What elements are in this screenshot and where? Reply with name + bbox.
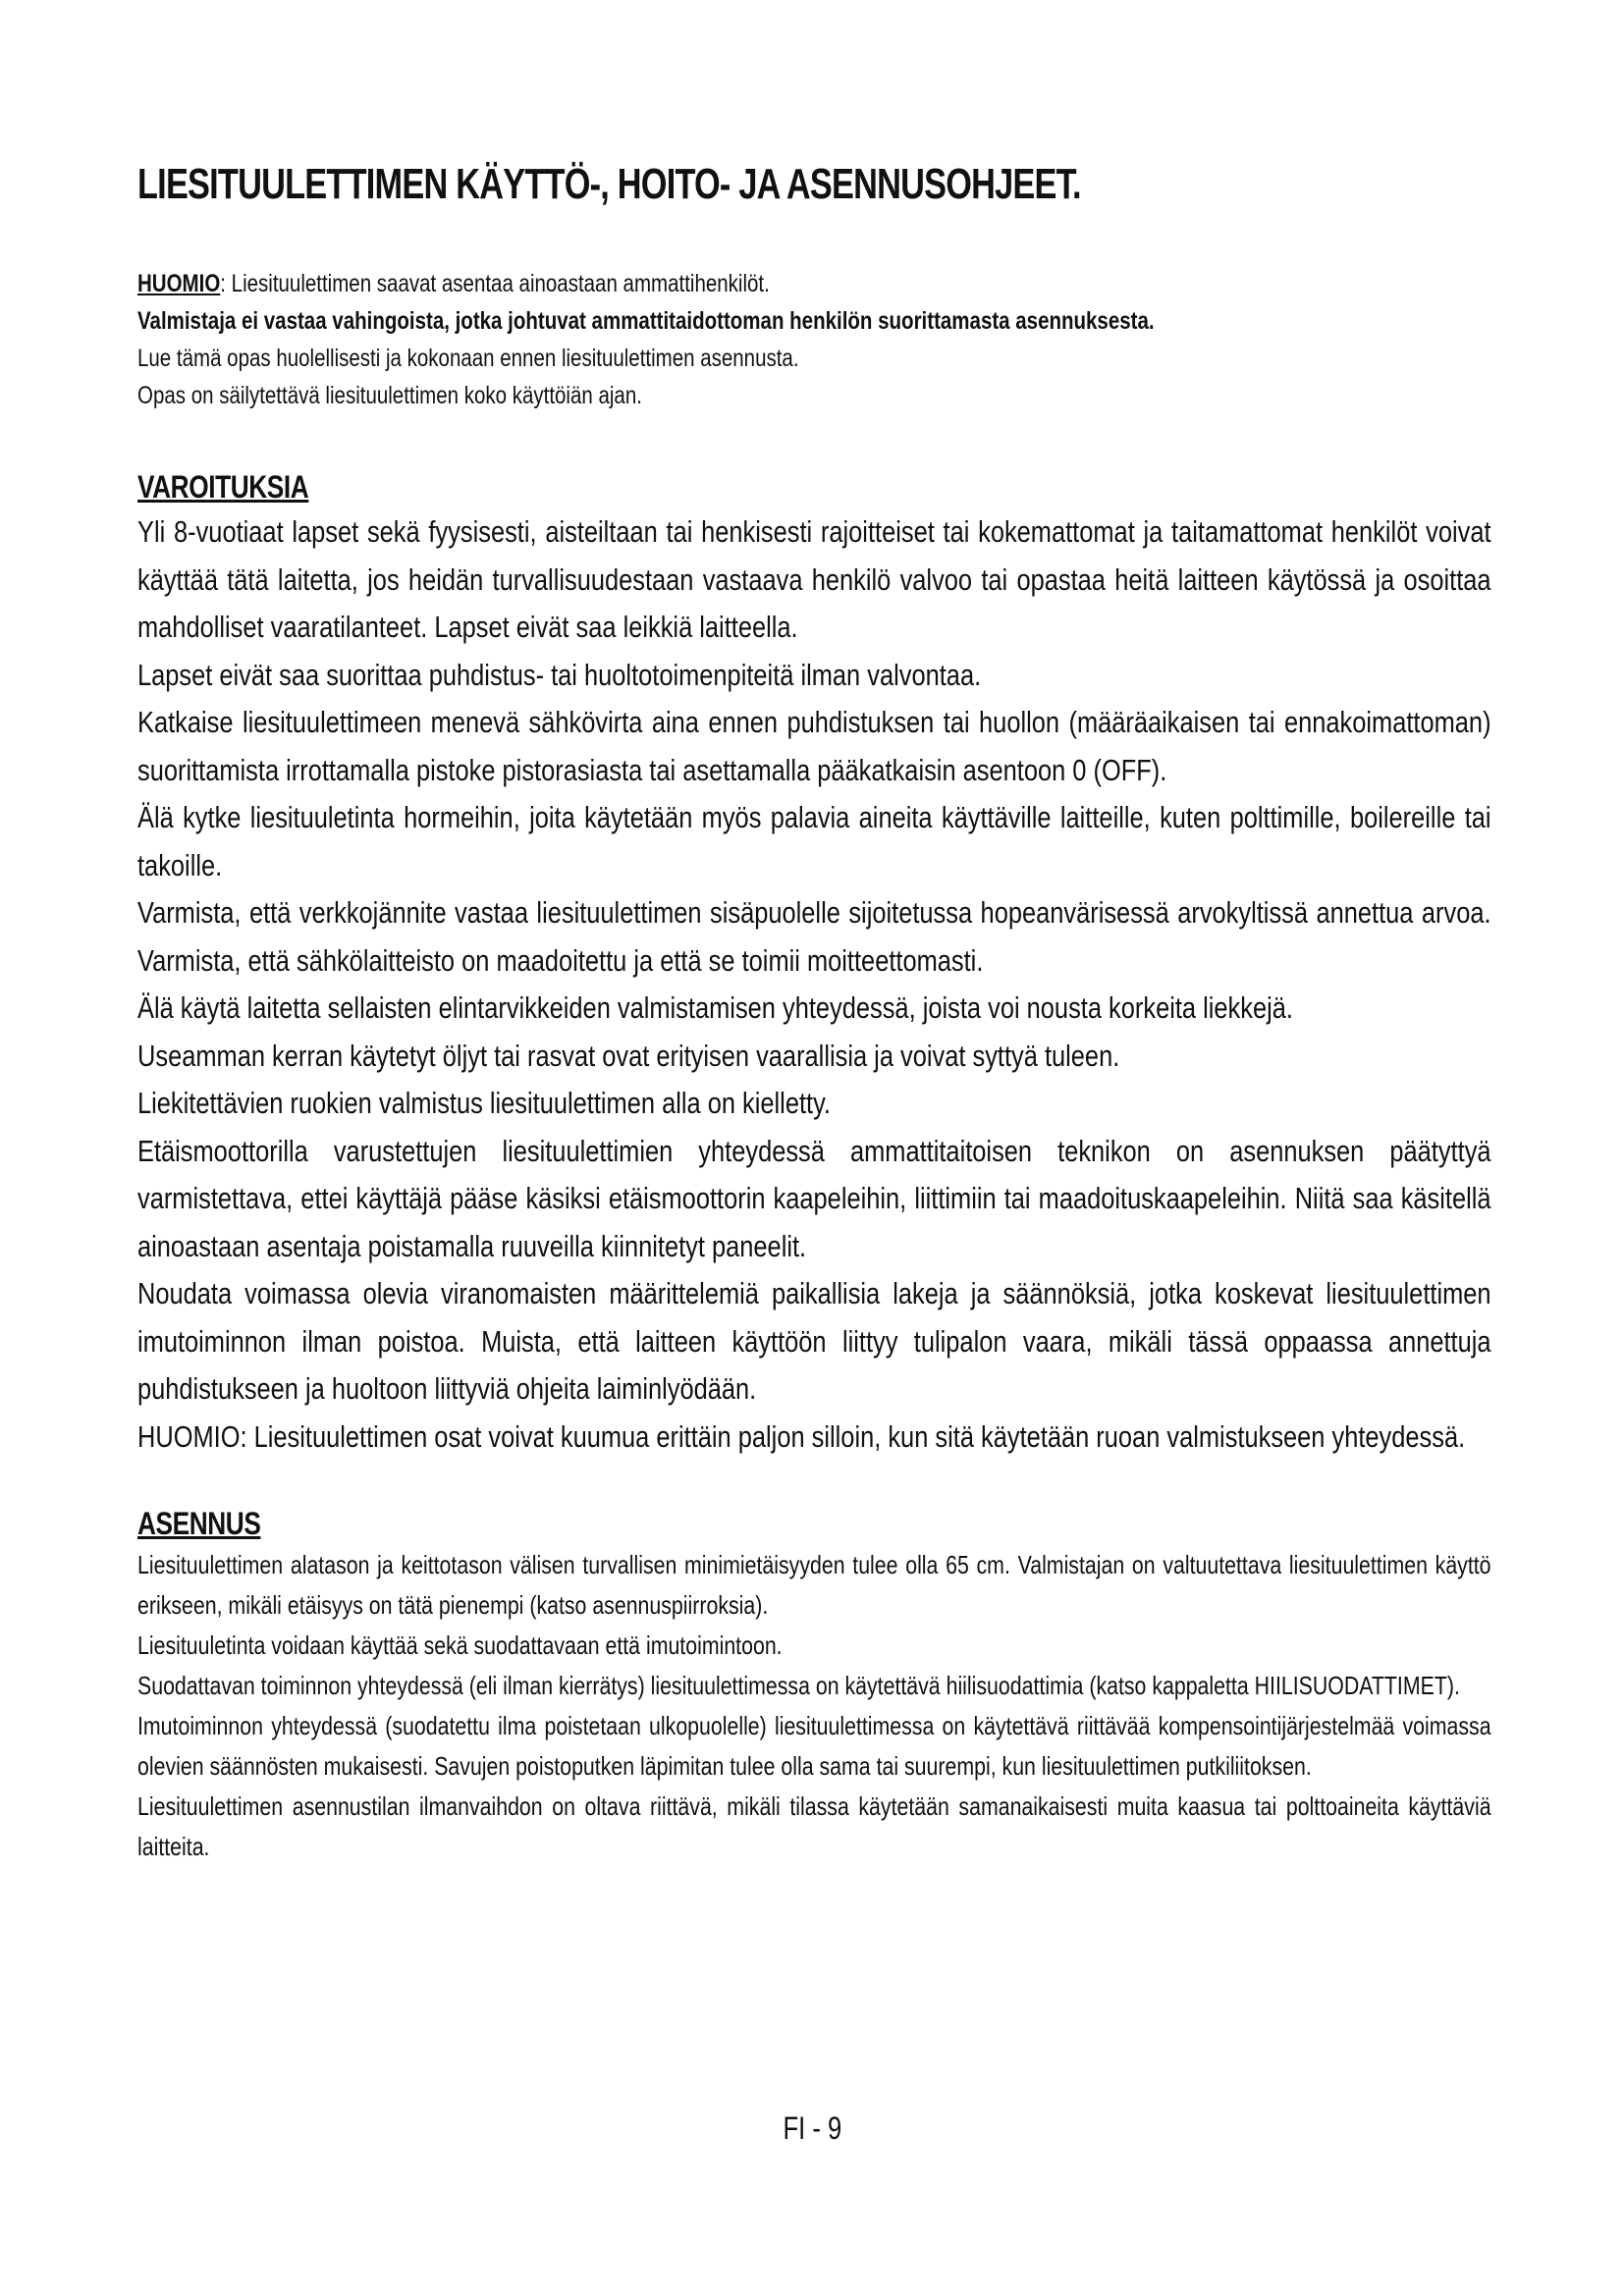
warning-paragraph: Katkaise liesituulettimeen menevä sähkövirta aina ennen puhdistuksen tai huollon (määräaikaisen tai ennakoimattoman) suorittamista irrottamalla pistoke pistorasiasta tai asettamalla pääkatkaisin asentoon 0 (OFF). (137, 705, 1491, 787)
page-footer (0, 2110, 1624, 2147)
notice-line-2: Valmistaja ei vastaa vahingoista, jotka johtuvat ammattitaidottoman henkilön suorittamasta asennuksesta. (137, 307, 1155, 335)
installation-paragraph: Imutoiminnon yhteydessä (suodatettu ilma poistetaan ulkopuolelle) liesituulettimessa on käytettävä riittävää kompensointijärjestelmää voimassa olevien säännösten mukaisesti. Savujen poistoputken läpimitan tulee olla sama tai suurempi, kun liesituulettimen putkiliitoksen. (137, 1711, 1491, 1781)
installation-paragraph: Liesituulettimen asennustilan ilmanvaihdon on oltava riittävä, mikäli tilassa käytetään samanaikaisesti muita kaasua tai polttoaineita käyttäviä laitteita. (137, 1791, 1491, 1861)
installation-paragraph: Liesituulettimen alatason ja keittotason välisen turvallisen minimietäisyyden tulee olla 65 cm. Valmistajan on valtuutettava liesituulettimen käyttö erikseen, mikäli etäisyys on tätä pienempi (katso asennuspiirroksia). (137, 1550, 1491, 1620)
warnings-section (137, 465, 1490, 1461)
warning-paragraph: Liekitettävien ruokien valmistus liesituulettimen alla on kielletty. (137, 1086, 831, 1120)
installation-body (137, 1545, 1491, 1867)
installation-paragraph: Suodattavan toiminnon yhteydessä (eli ilman kierrätys) liesituulettimessa on käytettävä hiilisuodattimia (katso kappaletta HIILISUODATTIMET). (137, 1671, 1460, 1700)
warning-paragraph: Noudata voimassa olevia viranomaisten määrittelemiä paikallisia lakeja ja säännöksiä, jotka koskevat liesituulettimen imutoiminnon ilman poistoa. Muista, että laitteen käyttöön liittyy tulipalon vaara, mikäli tässä oppaassa annettuja puhdistukseen ja huoltoon liittyviä ohjeita laiminlyödään. (137, 1276, 1491, 1406)
warning-paragraph: Yli 8-vuotiaat lapset sekä fyysisesti, aisteiltaan tai henkisesti rajoitteiset tai kokemattomat ja taitamattomat henkilöt voivat käyttää tätä laitetta, jos heidän turvallisuudestaan vastaava henkilö valvoo tai opastaa heitä laitteen käytössä ja osoittaa mahdolliset vaaratilanteet. Lapset eivät saa leikkiä laitteella. (137, 514, 1491, 644)
installation-section (137, 1502, 1490, 1867)
notice-label: HUOMIO (137, 270, 221, 297)
warning-paragraph: Etäismoottorilla varustettujen liesituulettimien yhteydessä ammattitaitoisen teknikon on asennuksen päätyttyä varmistettava, ettei käyttäjä pääse käsiksi etäismoottorin kaapeleihin, liittimiin tai maadoituskaapeleihin. Niitä saa käsitellä ainoastaan asentaja poistamalla ruuveilla kiinnitetyt paneelit. (137, 1133, 1491, 1263)
notice-line-1-text: : Liesituulettimen saavat asentaa ainoastaan ammattihenkilöt. (220, 270, 770, 297)
warning-paragraph: Älä käytä laitetta sellaisten elintarvikkeiden valmistamisen yhteydessä, joista voi nousta korkeita liekkejä. (137, 990, 1293, 1025)
installation-heading: ASENNUS (137, 1506, 261, 1541)
warning-paragraph: HUOMIO: Liesituulettimen osat voivat kuumua erittäin paljon silloin, kun sitä käytetään ruoan valmistukseen yhteydessä. (137, 1418, 1466, 1454)
manual-page (137, 157, 1490, 1867)
warning-paragraph: Varmista, että verkkojännite vastaa liesituulettimen sisäpuolelle sijoitetussa hopeanvärisessä arvokyltissä annettua arvoa. Varmista, että sähkölaitteisto on maadoitettu ja että se toimii moitteettomasti. (137, 895, 1491, 978)
installation-paragraph: Liesituuletinta voidaan käyttää sekä suodattavaan että imutoimintoon. (137, 1630, 783, 1660)
page-title: LIESITUULETTIMEN KÄYTTÖ-, HOITO- JA ASENNUSOHJEET. (137, 160, 1081, 208)
warnings-body (137, 508, 1491, 1461)
notice-line-3: Lue tämä opas huolellisesti ja kokonaan ennen liesituulettimen asennusta. (137, 345, 799, 372)
notice-block (137, 265, 1490, 414)
notice-line-4: Opas on säilytettävä liesituulettimen koko käyttöiän ajan. (137, 382, 642, 409)
notice-line-1 (137, 265, 1247, 302)
page-number: FI - 9 (783, 2110, 841, 2146)
warning-paragraph: Älä kytke liesituuletinta hormeihin, joita käytetään myös palavia aineita käyttäville laitteille, kuten polttimille, boilereille tai takoille. (137, 800, 1491, 882)
warning-paragraph: Lapset eivät saa suorittaa puhdistus- tai huoltotoimenpiteitä ilman valvontaa. (137, 657, 982, 692)
warnings-heading: VAROITUKSIA (137, 469, 309, 505)
warning-paragraph: Useamman kerran käytetyt öljyt tai rasvat ovat erityisen vaarallisia ja voivat syttyä tuleen. (137, 1038, 1120, 1073)
